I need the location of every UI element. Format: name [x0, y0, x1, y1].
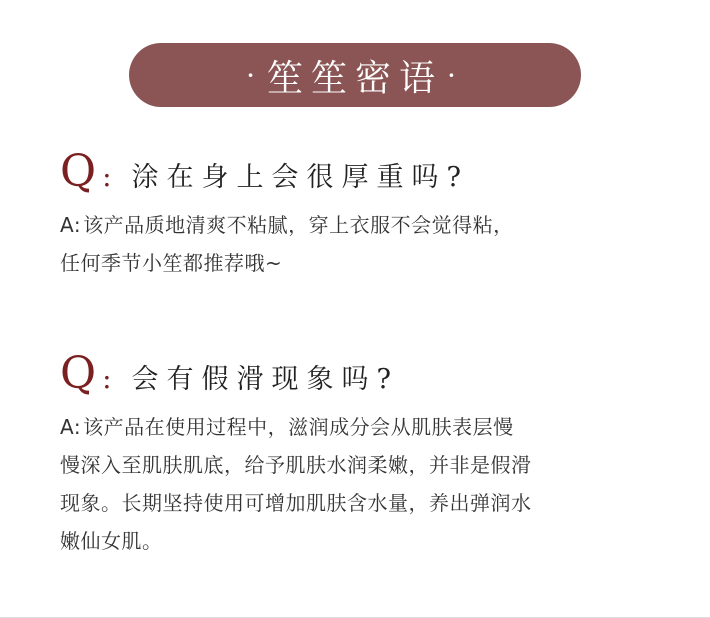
question-row [60, 350, 660, 398]
question-colon: : [102, 362, 112, 395]
answer-prefix: A: [60, 415, 82, 439]
answer-prefix: A: [60, 213, 82, 237]
title-dot-right: · [447, 58, 464, 92]
answer-block [60, 206, 620, 282]
question-mark-letter: Q [60, 146, 97, 197]
answer-text: 该产品在使用过程中，滋润成分会从肌肤表层慢 慢深入至肌肤肌底，给予肌肤水润柔嫩，并非是假滑 现象。长期坚持使用可增加肌肤含水量，养出弹润水 嫩仙女肌。 [60, 415, 532, 553]
question-colon: : [102, 160, 112, 193]
qa-item [60, 350, 660, 560]
title-dot-left: · [246, 58, 263, 92]
answer-block [60, 408, 620, 560]
section-title: 笙笙密语 [266, 57, 443, 99]
question-text: 会有假滑现象吗? [131, 364, 399, 395]
answer-text: 该产品质地清爽不粘腻，穿上衣服不会觉得粘， 任何季节小笙都推荐哦~ [60, 213, 514, 275]
section-title-banner [129, 43, 581, 107]
qa-item [60, 148, 660, 282]
question-mark-letter: Q [60, 348, 97, 399]
question-text: 涂在身上会很厚重吗? [131, 162, 469, 193]
question-row [60, 148, 660, 196]
